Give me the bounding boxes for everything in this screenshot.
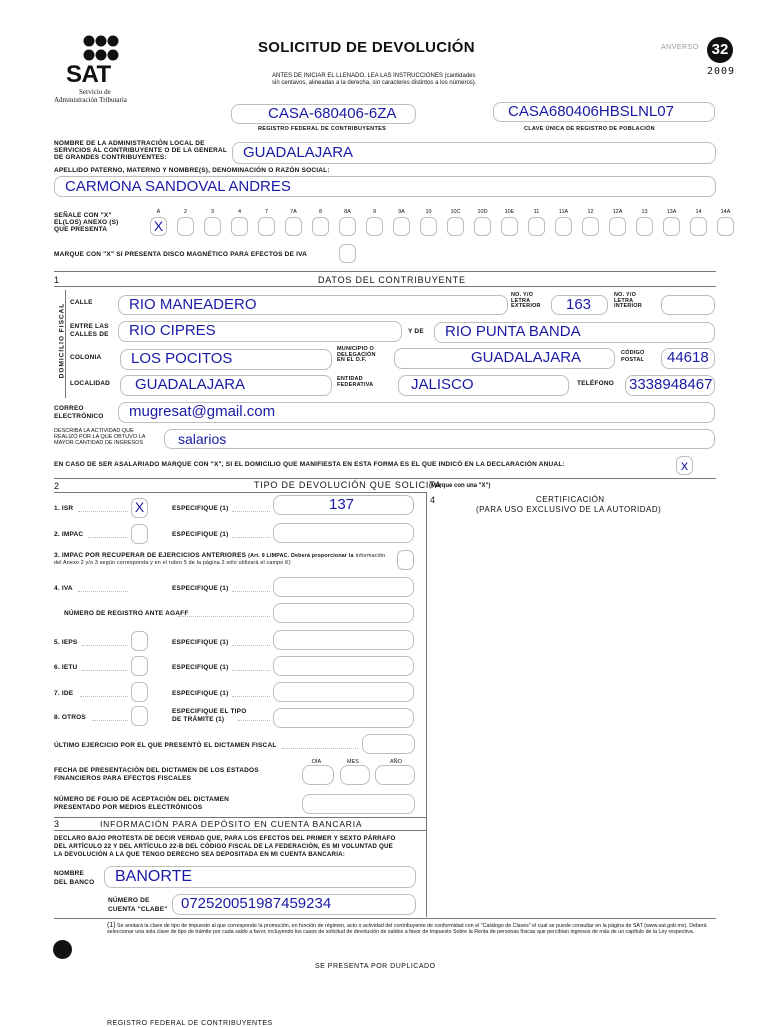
duplicado: SE PRESENTA POR DUPLICADO bbox=[315, 963, 436, 970]
annex-checkbox-7a[interactable] bbox=[285, 217, 302, 236]
section-3-bottom-rule bbox=[54, 830, 426, 831]
ietu-especifique-field[interactable] bbox=[273, 656, 414, 676]
ietu-especifique-label: ESPECIFIQUE (1) bbox=[172, 664, 229, 671]
iva-especifique-label: ESPECIFIQUE (1) bbox=[172, 585, 229, 592]
section-3-number: 3 bbox=[54, 819, 60, 829]
isr-dots bbox=[78, 511, 128, 512]
fecha-dia-field[interactable] bbox=[302, 765, 334, 785]
section-3-title: INFORMACIÓN PARA DEPÓSITO EN CUENTA BANCARIA bbox=[100, 819, 363, 829]
anio-label: AÑO bbox=[390, 759, 402, 765]
entre-field[interactable]: RIO CIPRES bbox=[118, 321, 402, 342]
no-ext-label bbox=[511, 293, 541, 310]
otros-checkbox[interactable] bbox=[131, 706, 148, 726]
folio-label-1: NÚMERO DE FOLIO DE ACEPTACIÓN DEL DICTAMEN bbox=[54, 796, 229, 803]
entidad-label-2: FEDERATIVA bbox=[337, 382, 374, 388]
iva-dots bbox=[78, 591, 128, 592]
ietu-checkbox[interactable] bbox=[131, 656, 148, 676]
annex-checkbox-3[interactable] bbox=[204, 217, 221, 236]
tramite-dots bbox=[238, 720, 270, 721]
colonia-label: COLONIA bbox=[70, 354, 102, 361]
entidad-field[interactable]: JALISCO bbox=[398, 375, 569, 396]
annex-code-10e: 10E bbox=[504, 209, 515, 215]
iva-especifique-field[interactable] bbox=[273, 577, 414, 597]
tramite-label bbox=[172, 708, 246, 724]
annex-checkbox-14[interactable] bbox=[690, 217, 707, 236]
annex-checkbox-a[interactable]: X bbox=[150, 217, 167, 236]
annex-code-2: 2 bbox=[183, 209, 188, 215]
rfc-label: REGISTRO FEDERAL DE CONTRIBUYENTES bbox=[258, 126, 387, 132]
annex-label-1: SEÑALE CON "X" bbox=[54, 212, 112, 219]
calle-field[interactable]: RIO MANEADERO bbox=[118, 295, 508, 315]
no-ext-field[interactable]: 163 bbox=[551, 295, 608, 315]
annex-code-10c: 10C bbox=[450, 209, 461, 215]
instructions bbox=[272, 73, 476, 87]
ide-especifique-label: ESPECIFIQUE (1) bbox=[172, 690, 229, 697]
name-label: APELLIDO PATERNO, MATERNO Y NOMBRE(S), DENOMINACIÓN O RAZÓN SOCIAL: bbox=[54, 167, 330, 174]
admin-field[interactable]: GUADALAJARA bbox=[232, 142, 716, 164]
no-ext-label-1: NO. Y/O bbox=[511, 292, 534, 298]
fecha-mes-field[interactable] bbox=[340, 765, 370, 785]
curp-label: CLAVE ÚNICA DE REGISTRO DE POBLACIÓN bbox=[524, 126, 655, 132]
annex-code-9a: 9A bbox=[398, 209, 405, 215]
municipio-label bbox=[337, 347, 376, 364]
iva-disk-label: MARQUE CON "X" SI PRESENTA DISCO MAGNÉTICO PARA EFECTOS DE IVA bbox=[54, 251, 308, 258]
ietu-dots bbox=[82, 670, 128, 671]
annex-checkbox-11a[interactable] bbox=[555, 217, 572, 236]
annex-checkbox-10d[interactable] bbox=[474, 217, 491, 236]
otros-label: 8. OTROS bbox=[54, 714, 86, 721]
entidad-label bbox=[337, 376, 373, 388]
annex-checkbox-9a[interactable] bbox=[393, 217, 410, 236]
folio-label bbox=[54, 796, 229, 812]
annex-code-8: 8 bbox=[318, 209, 323, 215]
annex-code-11: 11 bbox=[533, 209, 540, 215]
name-field[interactable]: CARMONA SANDOVAL ANDRES bbox=[54, 176, 716, 197]
annex-checkbox-8[interactable] bbox=[312, 217, 329, 236]
yde-label: Y DE bbox=[408, 328, 424, 335]
rfc-field[interactable]: CASA-680406-6ZA bbox=[231, 104, 416, 124]
no-int-field[interactable] bbox=[661, 295, 715, 315]
annex-code-13a: 13A bbox=[666, 209, 677, 215]
annex-code-14: 14 bbox=[695, 209, 702, 215]
ieps-label: 5. IEPS bbox=[54, 639, 78, 646]
no-int-label-3: INTERIOR bbox=[614, 303, 642, 309]
cuenta-label bbox=[108, 896, 168, 914]
form-year: 2009 bbox=[707, 66, 736, 77]
annex-checkbox-10e[interactable] bbox=[501, 217, 518, 236]
ietu-especifique-dots bbox=[232, 670, 270, 671]
impac-checkbox[interactable] bbox=[131, 524, 148, 544]
section-2-title: TIPO DE DEVOLUCIÓN QUE SOLICITA bbox=[254, 480, 442, 490]
impac-dots bbox=[88, 537, 128, 538]
impac-especifique-label: ESPECIFIQUE (1) bbox=[172, 531, 229, 538]
otros-dots bbox=[92, 720, 128, 721]
annex-checkbox-13a[interactable] bbox=[663, 217, 680, 236]
instructions-line-1b: (cantidades bbox=[444, 73, 476, 79]
ieps-especifique-label: ESPECIFIQUE (1) bbox=[172, 639, 229, 646]
impac-especifique-dots bbox=[232, 537, 270, 538]
form-number-badge bbox=[707, 37, 733, 63]
section-2-bottom-rule bbox=[54, 492, 426, 493]
municipio-field[interactable]: GUADALAJARA bbox=[394, 348, 615, 369]
annex-label-3: QUE PRESENTA bbox=[54, 226, 108, 233]
annex-checkbox-12a[interactable] bbox=[609, 217, 626, 236]
iva-disk-checkbox[interactable] bbox=[339, 244, 356, 263]
dictamen-field[interactable] bbox=[362, 734, 415, 754]
annex-code-11a: 11A bbox=[558, 209, 569, 215]
ide-label: 7. IDE bbox=[54, 690, 74, 697]
section-4-number: 4 bbox=[430, 495, 436, 505]
annex-label bbox=[54, 212, 119, 233]
cp-label bbox=[621, 350, 645, 364]
annex-code-9: 9 bbox=[372, 209, 377, 215]
annex-code-8a: 8A bbox=[344, 209, 351, 215]
cp-field[interactable]: 44618 bbox=[661, 348, 715, 369]
declaracion bbox=[54, 835, 396, 859]
ieps-dots bbox=[82, 645, 128, 646]
colonia-field[interactable]: LOS POCITOS bbox=[120, 349, 332, 370]
mes-label: MES bbox=[347, 759, 359, 765]
municipio-label-3: EN EL D.F. bbox=[337, 357, 367, 363]
actividad-label bbox=[54, 428, 145, 446]
fecha-label-1: FECHA DE PRESENTACIÓN DEL DICTAMEN DE LOS ESTADOS bbox=[54, 767, 259, 774]
entre-label bbox=[70, 323, 109, 339]
ietu-label: 6. IETU bbox=[54, 664, 78, 671]
bottom-cut-text: REGISTRO FEDERAL DE CONTRIBUYENTES bbox=[107, 1020, 273, 1027]
entidad-label-1: ENTIDAD bbox=[337, 376, 363, 382]
municipio-label-1: MUNICIPIO O bbox=[337, 346, 375, 352]
impac-anteriores-label bbox=[54, 553, 394, 566]
ieps-especifique-dots bbox=[232, 645, 270, 646]
banco-field[interactable]: BANORTE bbox=[104, 866, 416, 888]
annex-checkbox-14a[interactable] bbox=[717, 217, 734, 236]
no-ext-label-3: EXTERIOR bbox=[511, 303, 541, 309]
annex-label-2: EL(LOS) ANEXO (S) bbox=[54, 219, 119, 226]
cp-label-1: CÓDIGO bbox=[621, 350, 645, 356]
municipio-label-2: DELEGACIÓN bbox=[337, 351, 376, 358]
correo-label bbox=[54, 405, 104, 421]
declaracion-1: DECLARO BAJO PROTESTA DE DECIR VERDAD QUE, PARA LOS EFECTOS DEL PRIMER Y SEXTO PÁRRAFO bbox=[54, 835, 396, 842]
cuenta-field[interactable]: 072520051987459234 bbox=[172, 894, 416, 915]
folio-label-2: PRESENTADO POR MEDIOS ELECTRÓNICOS bbox=[54, 804, 203, 811]
annex-checkbox-13[interactable] bbox=[636, 217, 653, 236]
section-1-number: 1 bbox=[54, 275, 60, 285]
no-int-label bbox=[614, 293, 642, 310]
localidad-label: LOCALIDAD bbox=[70, 380, 111, 387]
tramite-label-1: ESPECIFIQUE EL TIPO bbox=[172, 708, 247, 715]
annex-code-14a: 14A bbox=[720, 209, 731, 215]
annex-code-12a: 12A bbox=[612, 209, 623, 215]
footer-note-num: (1) bbox=[107, 922, 116, 929]
footer-note-3: saldos a favor de Impuesto Sobre la Renta de personas físicas que percibían ingresos de más de un capítulo de la Ley respectiva. bbox=[387, 929, 695, 936]
section-4-divider bbox=[426, 492, 427, 917]
logo-sub-1: Servicio de bbox=[79, 88, 111, 96]
agaff-label: NÚMERO DE REGISTRO ANTE AGAFF bbox=[64, 610, 189, 617]
impac-especifique-field[interactable] bbox=[273, 523, 414, 543]
annex-code-10d: 10D bbox=[477, 209, 488, 215]
annex-code-10: 10 bbox=[425, 209, 432, 215]
curp-field[interactable]: CASA680406HBSLNL07 bbox=[493, 102, 715, 122]
fecha-label-2: FINANCIEROS PARA EFECTOS FISCALES bbox=[54, 775, 192, 782]
tramite-label-2: DE TRÁMITE (1) bbox=[172, 716, 225, 723]
anverso-label: ANVERSO bbox=[661, 44, 699, 51]
ieps-checkbox[interactable] bbox=[131, 631, 148, 651]
banco-label-2: DEL BANCO bbox=[54, 879, 95, 886]
dictamen-label: ÚLTIMO EJERCICIO POR EL QUE PRESENTÓ EL DICTAMEN FISCAL bbox=[54, 742, 277, 749]
section-1-bottom-rule bbox=[54, 286, 716, 287]
actividad-label-3: MAYOR CANTIDAD DE INGRESOS bbox=[54, 440, 144, 446]
annex-checkbox-7[interactable] bbox=[258, 217, 275, 236]
footer-note-1: Se anotará la clave de tipo de impuesto al que corresponde la promoción, en función de régimen, acto o actividad del contribuyente de conformidad con el "Catálogo de Claves" el cual bbox=[117, 923, 548, 929]
agaff-field[interactable] bbox=[273, 603, 414, 623]
asalariado-label: EN CASO DE SER ASALARIADO MARQUE CON "X", SI EL DOMICILIO QUE MANIFIESTA EN ESTA FORMA ES EL QUE INDICÓ EN LA DECLARACIÓN ANUAL: bbox=[54, 461, 565, 468]
asalariado-checkbox[interactable]: x bbox=[676, 456, 693, 475]
actividad-label-1: DESCRIBA LA ACTIVIDAD QUE bbox=[54, 428, 134, 434]
telefono-field[interactable]: 3338948467 bbox=[625, 375, 715, 396]
ieps-especifique-field[interactable] bbox=[273, 630, 414, 650]
fecha-anio-field[interactable] bbox=[375, 765, 415, 785]
instructions-line-1: ANTES DE INICIAR EL LLENADO, LEA LAS INSTRUCCIONES bbox=[272, 73, 443, 79]
section-3-top-rule bbox=[54, 817, 426, 818]
no-int-label-2: LETRA bbox=[614, 297, 634, 304]
cuenta-label-2: CUENTA "CLABE" bbox=[108, 906, 168, 913]
form-number: 32 bbox=[711, 41, 729, 58]
folio-field[interactable] bbox=[302, 794, 415, 814]
iva-label: 4. IVA bbox=[54, 585, 73, 592]
isr-checkbox[interactable]: X bbox=[131, 498, 148, 518]
annex-checkbox-9[interactable] bbox=[366, 217, 383, 236]
correo-label-2: ELECTRÓNICO bbox=[54, 413, 104, 420]
calle-label: CALLE bbox=[70, 299, 93, 306]
domicilio-side-label: DOMICILIO FISCAL bbox=[58, 302, 66, 379]
impac-anteriores-note-1: (Art. 9 LIMPAC. Deberá proporcionar la bbox=[248, 553, 354, 559]
logo-text: SAT bbox=[66, 61, 111, 88]
impac-anteriores-note-2: información del Anexo 2 y/o 3 según corresponda y en el rubro 5 de la página 2 sólo utilizará el campo K) bbox=[54, 553, 386, 566]
annex-code-a: A bbox=[156, 209, 161, 215]
actividad-label-2: REALIZÓ POR LA QUE OBTUVO LA bbox=[54, 434, 146, 440]
isr-especifique-dots bbox=[232, 511, 270, 512]
actividad-field[interactable]: salarios bbox=[164, 429, 715, 449]
dia-label: DÍA bbox=[312, 759, 322, 765]
annex-checkbox-10c[interactable] bbox=[447, 217, 464, 236]
declaracion-3: LA DEVOLUCIÓN A LA QUE TENGO DERECHO SEA DEPOSITADA EN MI CUENTA BANCARIA: bbox=[54, 851, 346, 858]
section-1-title: DATOS DEL CONTRIBUYENTE bbox=[318, 275, 466, 285]
annex-checkbox-2[interactable] bbox=[177, 217, 194, 236]
form-title: SOLICITUD DE DEVOLUCIÓN bbox=[258, 39, 475, 56]
impac-anteriores-title: 3. IMPAC POR RECUPERAR DE EJERCICIOS ANTERIORES bbox=[54, 552, 247, 559]
annex-checkbox-8a[interactable] bbox=[339, 217, 356, 236]
agaff-dots bbox=[178, 616, 270, 617]
footer-note bbox=[107, 923, 719, 936]
entre-label-2: CALLES DE bbox=[70, 331, 109, 338]
annex-checkbox-12[interactable] bbox=[582, 217, 599, 236]
instructions-line-2: sin centavos, alineadas a la derecha, sin caracteres distintos a los números). bbox=[272, 80, 477, 86]
iva-especifique-dots bbox=[232, 591, 270, 592]
no-int-label-1: NO. Y/O bbox=[614, 292, 637, 298]
annex-code-7: 7 bbox=[264, 209, 269, 215]
banco-label bbox=[54, 869, 94, 887]
correo-label-1: CORREO bbox=[54, 405, 84, 412]
isr-label: 1. ISR bbox=[54, 505, 74, 512]
ide-especifique-field[interactable] bbox=[273, 682, 414, 702]
section-2-number: 2 bbox=[54, 481, 60, 491]
admin-label: NOMBRE DE LA ADMINISTRACIÓN LOCAL DE SERVICIOS AL CONTRIBUYENTE O DE LA GENERAL DE GRANDES CONTRIBUYENTES: bbox=[54, 140, 227, 161]
annex-code-3: 3 bbox=[210, 209, 215, 215]
declaracion-2: DEL ARTÍCULO 22 Y DEL ARTÍCULO 22-B DEL CÓDIGO FISCAL DE LA FEDERACIÓN, ES MI VOLUNTAD QUE bbox=[54, 843, 393, 850]
section-1-top-rule bbox=[54, 271, 716, 272]
annex-code-13: 13 bbox=[641, 209, 648, 215]
correo-field[interactable]: mugresat@gmail.com bbox=[118, 402, 715, 423]
isr-especifique-field[interactable]: 137 bbox=[273, 495, 414, 515]
section-2-top-rule bbox=[54, 478, 716, 479]
annex-code-12: 12 bbox=[587, 209, 594, 215]
ide-dots bbox=[80, 696, 128, 697]
dictamen-dots bbox=[282, 748, 358, 749]
localidad-field[interactable]: GUADALAJARA bbox=[120, 375, 332, 396]
annex-checkbox-11[interactable] bbox=[528, 217, 545, 236]
section-4-subtitle: (PARA USO EXCLUSIVO DE LA AUTORIDAD) bbox=[476, 505, 662, 514]
annex-checkbox-4[interactable] bbox=[231, 217, 248, 236]
annex-checkbox-10[interactable] bbox=[420, 217, 437, 236]
cuenta-label-1: NÚMERO DE bbox=[108, 897, 150, 904]
footer-bullet-icon bbox=[53, 940, 72, 959]
annex-code-7a: 7A bbox=[290, 209, 297, 215]
ide-checkbox[interactable] bbox=[131, 682, 148, 702]
footer-rule bbox=[54, 918, 716, 919]
tramite-field[interactable] bbox=[273, 708, 414, 728]
entre-label-1: ENTRE LAS bbox=[70, 323, 109, 330]
impac-anteriores-checkbox[interactable] bbox=[397, 550, 414, 570]
annex-code-4: 4 bbox=[237, 209, 242, 215]
section-2-note: (Marque con una "X") bbox=[429, 483, 491, 489]
banco-label-1: NOMBRE bbox=[54, 870, 85, 877]
telefono-label: TELÉFONO bbox=[577, 380, 614, 387]
isr-especifique-label: ESPECIFIQUE (1) bbox=[172, 505, 229, 512]
cp-label-2: POSTAL bbox=[621, 357, 645, 363]
section-4-title: CERTIFICACIÓN bbox=[536, 495, 605, 504]
no-ext-label-2: LETRA bbox=[511, 297, 531, 304]
footer-note-2: se puede consultar en la página de SAT (www.sat.gob.mx). Deberá seleccionar una sola clave de tipo de trámite por cada saldo a favor, incluyendo los casos de solicitud de devolución de bbox=[107, 923, 707, 936]
ide-especifique-dots bbox=[232, 696, 270, 697]
impac-label: 2. IMPAC bbox=[54, 531, 84, 538]
yde-field[interactable]: RIO PUNTA BANDA bbox=[434, 322, 715, 343]
logo-sub-2: Administración Tributaria bbox=[54, 96, 127, 104]
fecha-label bbox=[54, 767, 259, 783]
